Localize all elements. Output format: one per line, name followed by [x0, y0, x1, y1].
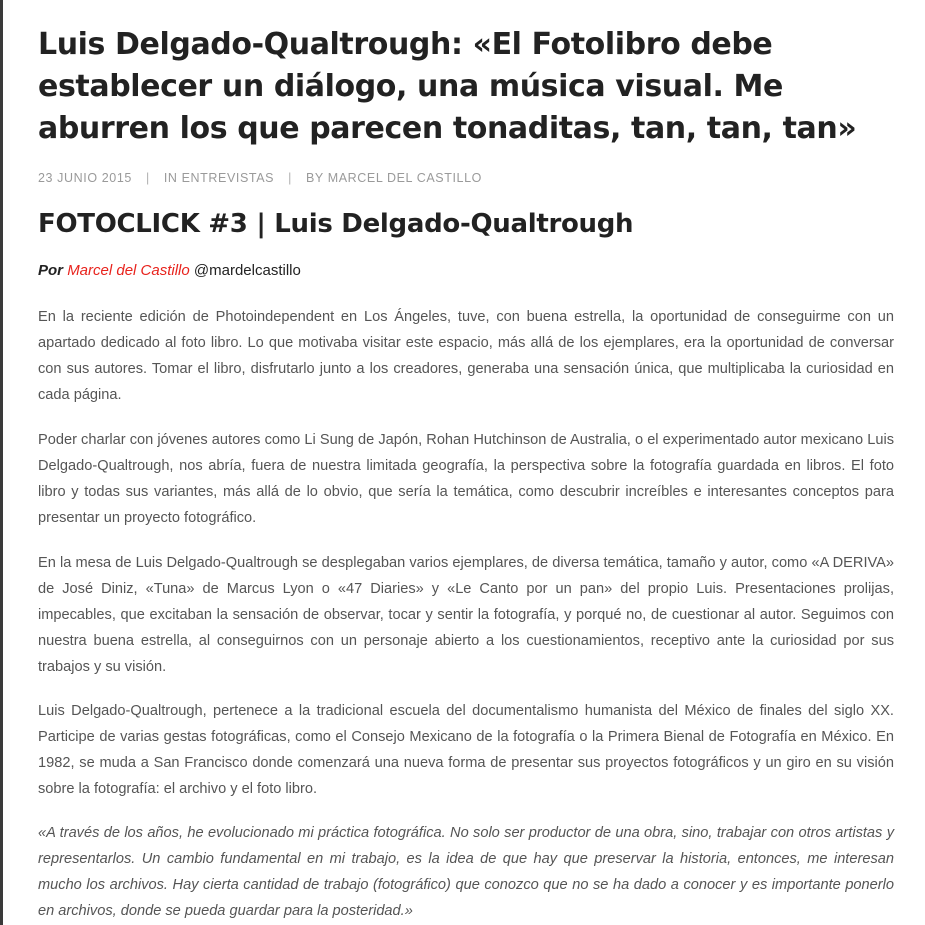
post-category-link[interactable]: IN ENTREVISTAS — [163, 171, 275, 185]
byline-author-link[interactable]: Marcel del Castillo — [67, 262, 190, 279]
quote-paragraph: «A través de los años, he evolucionado mi práctica fotográfica. No solo ser productor de una obra, sino, trabajar con otros artistas y representarlos. Un cambio fundamental en mi trabajo, es la idea de que hay que preservar la historia, entonces, me interesan mucho los archivos. Hay cierta cantidad de trabajo (fotográfico) que conozco que no se ha dado a conocer y es importante ponerlo en archivos, donde se pueda guardar para la posteridad.» — [38, 825, 894, 919]
byline — [38, 261, 894, 281]
article-title: Luis Delgado-Qualtrough: «El Fotolibro debe establecer un diálogo, una música visual. Me aburren los que parecen tonaditas, tan, tan, tan» — [38, 27, 857, 146]
body-paragraph: En la reciente edición de Photoindependent en Los Ángeles, tuve, con buena estrella, la oportunidad de conseguirme con un apartado dedicado al foto libro. Lo que motivaba visitar este espacio, más allá de los ejemplares, era la oportunidad de conversar con sus autores. Tomar el libro, disfrutarlo junto a los creadores, generaba una sensación única, que multiplicaba la curiosidad en cada página. — [38, 309, 894, 403]
post-date: 23 JUNIO 2015 — [38, 171, 132, 185]
body-paragraph: Luis Delgado-Qualtrough, pertenece a la tradicional escuela del documentalismo humanista del México de finales del siglo XX. Participe de varias gestas fotográficas, como el Consejo Mexicano de la fotografía o la Primera Bienal de Fotografía en México. En 1982, se muda a San Francisco donde comenzará una nueva forma de presentar sus proyectos fotográficos y un giro en su visión sobre la fotografía: el archivo y el foto libro. — [38, 703, 894, 797]
meta-separator: | — [145, 171, 150, 185]
body-paragraph: Poder charlar con jóvenes autores como Li Sung de Japón, Rohan Hutchinson de Australia, o el experimentado autor mexicano Luis Delgado-Qualtrough, nos abría, fuera de nuestra limitada geografía, la perspectiva sobre la fotografía guardada en libros. El foto libro y todas sus variantes, más allá de lo obvio, que sería la temática, como descubrir increíbles e interesantes conceptos para presentar un proyecto fotográfico. — [38, 432, 894, 526]
body-paragraph: En la mesa de Luis Delgado-Qualtrough se desplegaban varios ejemplares, de diversa temática, tamaño y autor, como «A DERIVA» de José Diniz, «Tuna» de Marcus Lyon o «47 Diaries» y «Le Canto por un pan» del propio Luis. Presentaciones prolijas, impecables, que excitaban la sensación de observar, tocar y sentir la fotografía, y porqué no, de cuestionar al autor. Seguimos con nuestra buena estrella, al conseguirnos con un personaje abierto a los cuestionamientos, receptivo ante la curiosidad por sus trabajos y su visión. — [38, 555, 894, 675]
left-border-rule — [0, 0, 3, 925]
post-meta — [38, 170, 894, 186]
article — [38, 24, 894, 924]
article-subtitle: FOTOCLICK #3 | Luis Delgado-Qualtrough — [38, 209, 634, 239]
post-author-link[interactable]: BY MARCEL DEL CASTILLO — [305, 171, 482, 185]
meta-separator: | — [288, 171, 292, 185]
byline-handle: @mardelcastillo — [193, 262, 301, 279]
byline-prefix: Por — [38, 262, 64, 279]
